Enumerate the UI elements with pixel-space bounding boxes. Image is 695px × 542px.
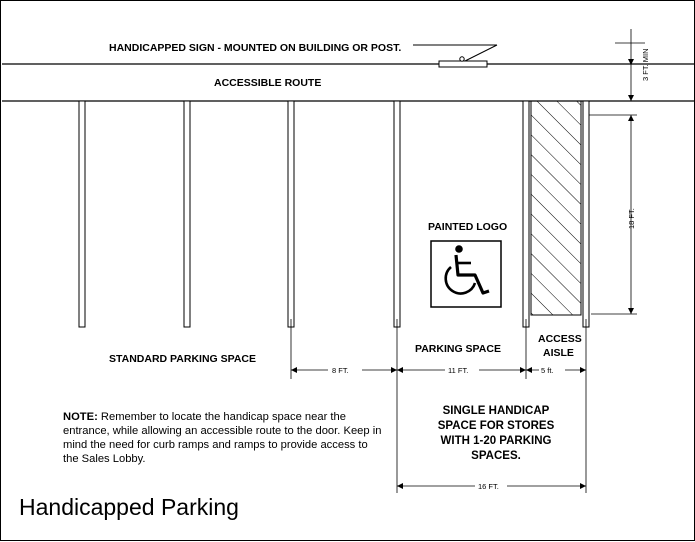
sign-post <box>460 57 464 61</box>
dim-space-text: 11 FT. <box>448 366 469 375</box>
standard-space-label: STANDARD PARKING SPACE <box>109 353 257 365</box>
route-label: ACCESSIBLE ROUTE <box>214 77 322 89</box>
caption-line: SINGLE HANDICAP <box>442 405 550 417</box>
caption-line: SPACES. <box>471 450 521 462</box>
dim-aisle-text: 5 ft. <box>541 366 554 375</box>
logo-label: PAINTED LOGO <box>428 221 508 233</box>
caption-line: SPACE FOR STORES <box>437 420 555 432</box>
access-aisle-hatch <box>531 101 581 315</box>
drawing-title: Handicapped Parking <box>19 494 239 520</box>
parking-stripe <box>523 101 529 327</box>
dim-length-text: 18 FT. <box>627 208 636 229</box>
wheelchair-icon <box>431 241 501 307</box>
parking-space-label: PARKING SPACE <box>415 343 501 355</box>
single-handicap-caption <box>411 404 581 464</box>
note-block <box>63 410 383 466</box>
note-text: Remember to locate the handicap space near the entrance, while allowing an accessible route to the door. Keep in mind the need for curb ramps and ramps to provide access to the Sales Lobby. <box>63 411 382 465</box>
access-aisle-label-1: ACCESS <box>538 333 582 345</box>
parking-stripe <box>583 101 589 327</box>
sign-label: HANDICAPPED SIGN - MOUNTED ON BUILDING OR POST. <box>109 42 402 54</box>
caption-line: WITH 1-20 PARKING <box>440 435 552 447</box>
sign-leader-diagonal <box>465 45 497 61</box>
dim-standard-text: 8 FT. <box>332 366 349 375</box>
parking-stripe <box>79 101 85 327</box>
note-prefix: NOTE: <box>63 411 98 423</box>
parking-stripe <box>288 101 294 327</box>
handicap-sign <box>439 61 487 67</box>
parking-stripe <box>184 101 190 327</box>
access-aisle-label-2: AISLE <box>543 347 574 359</box>
dim-min-text: 3 FT. MIN <box>641 48 650 81</box>
dim-total-text: 16 FT. <box>478 482 499 491</box>
parking-stripe <box>394 101 400 327</box>
